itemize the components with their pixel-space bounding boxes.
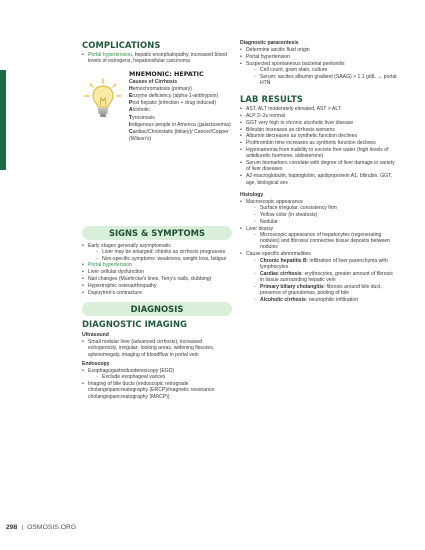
ultrasound-heading: Ultrasound <box>82 331 109 338</box>
mnemonic-subtitle: Causes of Cirrhosis <box>129 78 178 85</box>
list-item: • GGT very high in chronic alcoholic liver disease <box>240 120 398 126</box>
list-item: • Prothrombin time increases as synthetic function declines <box>240 140 398 146</box>
list-item: • Liver cellular dysfunction <box>82 269 232 275</box>
mnemonic-item: Enzyme deficiency (alpha-1-antitrypsin) <box>129 92 219 99</box>
mnemonic-item: Cardiac/Cholestatic (biliary)/ Cancer/Copper (Wilson's) <box>129 129 229 142</box>
lightbulb-icon <box>84 78 122 122</box>
signs-symptoms-heading: SIGNS & SYMPTOMS <box>82 226 232 240</box>
list-item: • Hyponatremia from inability to excrete free water (high levels of antidiuretic hormone, aldosterone) <box>240 147 398 160</box>
list-item: • Bilirubin increases as cirrhosis worsens <box>240 127 398 133</box>
list-item: • Esophagogastroduodenoscopy (EGD) ◦ Exclude esophageal varices <box>82 368 232 381</box>
list-item: ◦ Cardiac cirrhosis: erythrocytes, greater amount of fibrosis in tissue surrounding hepatic vein <box>246 271 398 284</box>
list-item: • Hypertrophic osteoarthropathy <box>82 283 232 289</box>
endoscopy-list <box>82 368 232 400</box>
mnemonic-item: Alcoholic <box>129 107 150 114</box>
complications-heading: COMPLICATIONS <box>82 40 161 50</box>
list-item: • AST, ALT moderately elevated, AST > ALT <box>240 106 398 112</box>
list-item: ◦ Liver may be enlarged; shrinks as cirrhosis progresses <box>88 249 232 255</box>
list-item: • Portal hypertension <box>240 54 398 60</box>
mnemonic-item: Hemochromatosis (primary) <box>129 85 192 92</box>
list-item: ◦ Nodular <box>246 219 398 225</box>
complications-list <box>82 52 232 65</box>
lab-results-heading: LAB RESULTS <box>240 94 303 105</box>
list-item: • Dupuytren's contracture <box>82 290 232 296</box>
lab-results-list <box>240 106 398 186</box>
list-item: ◦ Serum: ascites albumin gradient (SAAG) > 1.1 g/dL → portal HTN <box>246 74 398 87</box>
histology-heading: Histology <box>240 191 264 198</box>
paracentesis-list <box>240 47 398 86</box>
diagnostic-imaging-heading: DIAGNOSTIC IMAGING <box>82 318 188 329</box>
list-item: • A2-macroglobulin, haptoglobin, apolipoprotein A1, bilirubin, GGT, age, biological sex <box>240 173 398 186</box>
list-item: • Small nodular liver (advanced cirrhosis), increased echogenicity, irregular- looking areas, widening fissures, splenomegaly, imaging of bloodflow in portal vein <box>82 339 232 358</box>
list-item: ◦ Primary biliary cholangitis: fibrosis around bile duct, presence of granulomas, pooling of bile <box>246 284 398 297</box>
chapter-tab <box>0 70 6 170</box>
list-item: ◦ Non-specific symptoms: weakness, weight loss, fatigue <box>88 256 232 262</box>
list-item: ◦ Yellow color (in steatosis) <box>246 212 398 218</box>
list-item: • Suspected spontaneous bacterial peritonitis ◦ Cell count, gram stain, culture ◦ Serum: ascites albumin gradient (SAAG) > 1.1 g/dL → portal HTN <box>240 61 398 87</box>
histology-list <box>240 199 398 303</box>
list-item: • Nail changes (Muehrcke's lines, Terry's nails, clubbing) <box>82 276 232 282</box>
list-item: • Liver biopsy ◦ Microscopic appearance of hepatocytes (regenerating nodules) and fibrosis/ connective tissue deposits between nodules <box>240 226 398 251</box>
list-item: ◦ Surface irregular, consistency firm <box>246 205 398 211</box>
endoscopy-heading: Endoscopy <box>82 360 110 367</box>
list-item: • Portal hypertension <box>82 262 232 268</box>
list-item: ◦ Microscopic appearance of hepatocytes (regenerating nodules) and fibrosis/ connective tissue deposits between nodules <box>246 232 398 251</box>
list-item: ◦ Alcoholic cirrhosis: neutrophilic infiltration <box>246 297 398 303</box>
footer-divider: | <box>21 524 24 531</box>
list-item: • Macroscopic appearance ◦ Surface irregular, consistency firm ◦ Yellow color (in steatosis) ◦ Nodular <box>240 199 398 225</box>
mnemonic-item: Indigenous people in America (galactosemia) <box>129 122 231 129</box>
site-name: OSMOSIS.ORG <box>27 524 77 531</box>
list-item: • Cause specific abnormalities ◦ Chronic hepatitis B: infiltration of liver parenchyma with lymphocytes ◦ Cardiac cirrhosis: erythrocytes, greater amount of fibrosis in tissue surrounding hepatic vein ◦ Primary biliary cholangitis: fibrosis around bile duct, presence of granulomas, pooling of bile ◦ Alcoholic cirrhosis: neutrophilic infiltration <box>240 251 398 303</box>
mnemonic-block <box>82 70 232 220</box>
right-column <box>240 40 398 304</box>
page-footer <box>6 524 76 531</box>
list-item: • Early stages generally asymptomatic ◦ Liver may be enlarged; shrinks as cirrhosis progresses ◦ Non-specific symptoms: weakness, weight loss, fatigue <box>82 243 232 262</box>
list-item: • Portal hypertension, hepatic encephalopathy, increased blood levels of estrogens, hepatocellular carcinoma <box>82 52 232 65</box>
left-column <box>82 40 232 400</box>
ultrasound-list <box>82 339 232 358</box>
paracentesis-heading: Diagnostic paracentesis <box>240 40 299 46</box>
page-number: 298 <box>6 524 18 531</box>
mnemonic-list <box>129 70 232 143</box>
list-item: • ALP 2–3x normal <box>240 113 398 119</box>
list-item: • Imaging of bile ducts (endoscopic retrograde cholangiopancreatography (ERCP)/magnetic resonance cholangiopancreatography (MRCP)) <box>82 381 232 400</box>
diagnosis-heading: DIAGNOSIS <box>82 302 232 316</box>
list-item: • Determine ascitic fluid origin <box>240 47 398 53</box>
list-item: • Serum biomarkers correlate with degree of liver damage in variety of liver diseases <box>240 160 398 173</box>
mnemonic-item: Post hepatic (infection + drug induced) <box>129 100 217 107</box>
signs-list <box>82 243 232 296</box>
list-item: ◦ Exclude esophageal varices <box>88 374 232 380</box>
list-item: ◦ Chronic hepatitis B: infiltration of liver parenchyma with lymphocytes <box>246 258 398 271</box>
mnemonic-item: Tyrosinosis <box>129 114 155 121</box>
list-item: • Albumin decreases as synthetic function declines <box>240 133 398 139</box>
list-item: ◦ Cell count, gram stain, culture <box>246 67 398 73</box>
mnemonic-title: MNEMONIC: HEPATIC <box>129 69 204 78</box>
